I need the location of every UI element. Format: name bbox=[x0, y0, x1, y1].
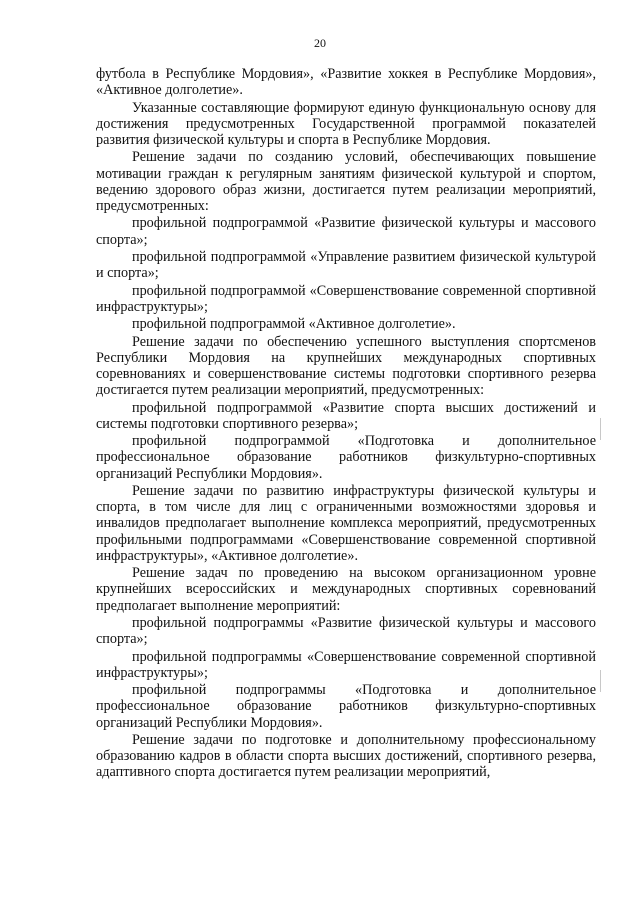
paragraph: Решение задачи по развитию инфраструктуры физической культуры и спорта, в том числе для лиц с ограниченными возможностями здоровья и инвалидов предполагает выполнение комплекса мероприятий, предусмотренных профильными подпрограммами «Совершенствование современной спортивной инфраструктуры», «Активное долголетие». bbox=[96, 482, 596, 564]
list-item: профильной подпрограммой «Управление развитием физической культурой и спорта»; bbox=[96, 248, 596, 282]
list-item: профильной подпрограммой «Подготовка и дополнительное профессиональное образование работников физкультурно-спортивных организаций Республики Мордовия». bbox=[96, 433, 596, 482]
paragraph: Решение задачи по созданию условий, обеспечивающих повышение мотивации граждан к регулярным занятиям физической культурой и спортом, ведению здорового образ жизни, достигается путем реализации мероприятий, предусмотренных: bbox=[96, 149, 596, 214]
list-item: профильной подпрограммой «Развитие физической культуры и массового спорта»; bbox=[96, 215, 596, 248]
document-body bbox=[96, 66, 596, 782]
list-item: профильной подпрограммы «Подготовка и дополнительное профессиональное образование работников физкультурно-спортивных организаций Республики Мордовия». bbox=[96, 682, 596, 731]
page-number: 20 bbox=[314, 36, 326, 50]
list-item: профильной подпрограммы «Развитие физической культуры и массового спорта»; bbox=[96, 614, 596, 648]
scan-margin-mark bbox=[600, 670, 601, 692]
paragraph: Решение задачи по подготовке и дополнительному профессиональному образованию кадров в области спорта высших достижений, спортивного резерва, адаптивного спорта достигается путем реализации мероприятий, bbox=[96, 731, 596, 781]
list-item: профильной подпрограммы «Совершенствование современной спортивной инфраструктуры»; bbox=[96, 648, 596, 681]
paragraph: Решение задач по проведению на высоком организационном уровне крупнейших всероссийских и международных спортивных соревнований предполагает выполнение мероприятий: bbox=[96, 565, 596, 614]
paragraph: Решение задачи по обеспечению успешного выступления спортсменов Республики Мордовия на крупнейших международных спортивных соревнованиях и совершенствование системы подготовки спортивного резерва достигается путем реализации мероприятий, предусмотренных: bbox=[96, 333, 596, 399]
list-item: профильной подпрограммой «Развитие спорта высших достижений и системы подготовки спортивного резерва»; bbox=[96, 399, 596, 432]
scan-margin-mark bbox=[600, 418, 601, 440]
list-item: профильной подпрограммой «Совершенствование современной спортивной инфраструктуры»; bbox=[96, 282, 596, 315]
list-item: профильной подпрограммой «Активное долголетие». bbox=[132, 316, 456, 333]
paragraph-continuation: футбола в Республике Мордовия», «Развитие хоккея в Республике Мордовия», «Активное долголетие». bbox=[96, 66, 596, 99]
paragraph: Указанные составляющие формируют единую функциональную основу для достижения предусмотренных Государственной программой показателей развития физической культуры и спорта в Республике Мордовия. bbox=[96, 99, 596, 148]
